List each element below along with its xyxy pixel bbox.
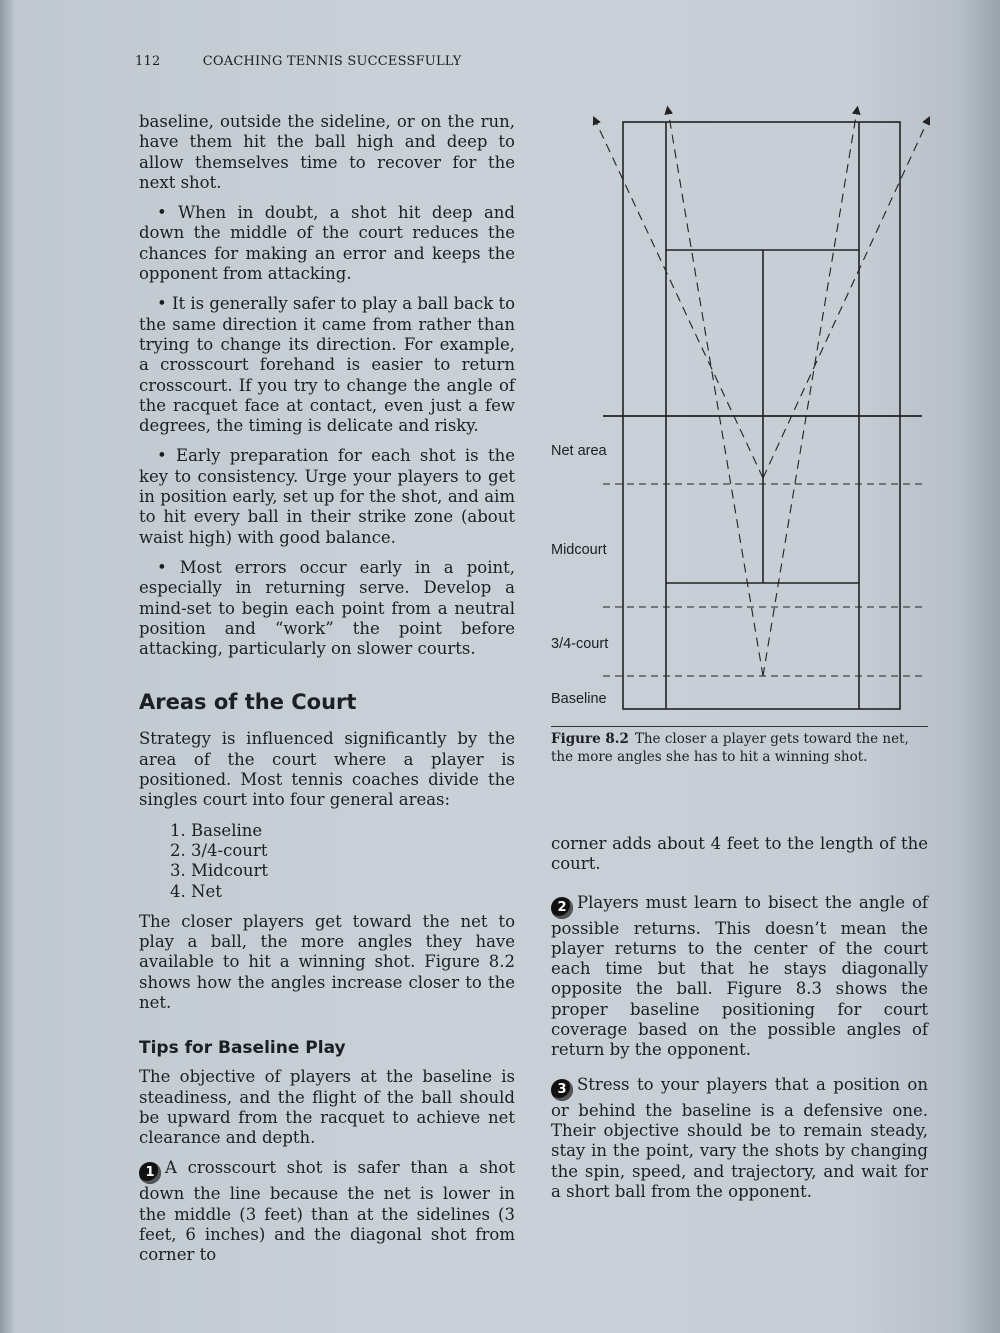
running-header <box>135 54 462 69</box>
court-lines <box>603 122 922 709</box>
tip-1-paragraph <box>139 1158 515 1265</box>
section-paragraph: Strategy is influenced significantly by the area of the court where a player is positioned. Most tennis coaches divide the singles court into four general areas: <box>139 729 515 810</box>
tip-number-3-icon: 3 <box>551 1079 573 1101</box>
running-title: COACHING TENNIS SUCCESSFULLY <box>202 54 462 69</box>
court-areas-list <box>139 821 515 902</box>
baseline-angle-right <box>763 110 857 676</box>
net-angle-left <box>595 120 763 478</box>
zone-label-baseline: Baseline <box>551 691 607 707</box>
figure-caption-text: The closer a player gets toward the net, the more angles she has to hit a winning shot. <box>551 731 909 765</box>
net-angle-right <box>763 120 928 478</box>
baseline-angle-left <box>668 110 763 676</box>
list-item: 2. 3/4-court <box>191 841 515 861</box>
angles-paragraph: The closer players get toward the net to play a ball, the more angles they have available to hit a winning shot. Figure 8.2 shows how the angles increase closer to the net. <box>139 911 515 1012</box>
bullet-item: • When in doubt, a shot hit deep and down the middle of the court reduces the chances for making an error and keeps the opponent from attacking. <box>139 203 515 284</box>
bullet-item: • Early preparation for each shot is the key to consistency. Urge your players to get in position early, set up for the shot, and aim to hit every ball in their strike zone (about waist high) with good balance. <box>139 446 515 547</box>
page-number: 112 <box>135 54 161 69</box>
figure-label: Figure 8.2 <box>551 731 629 747</box>
list-item: 3. Midcourt <box>191 861 515 881</box>
tip-3-text: Stress to your players that a position on or behind the baseline is a defensive one. Their objective should be to remain steady, stay in the point, vary the shots by changing the spin, speed, and trajectory, and wait for a short ball from the opponent. <box>551 1074 928 1201</box>
court-angles-diagram <box>545 100 930 720</box>
page-gutter-shadow <box>0 0 14 1333</box>
tip-2-text: Players must learn to bisect the angle of possible returns. This doesn’t mean the player returns to the center of the court each time but that he stays diagonally opposite the ball. Figure 8.3 shows the proper baseline positioning for court coverage based on the possible angles of return by the opponent. <box>551 892 928 1060</box>
section-heading: Areas of the Court <box>139 690 357 715</box>
zone-label-net: Net area <box>551 443 607 459</box>
subheading: Tips for Baseline Play <box>139 1038 346 1059</box>
figure-caption <box>551 731 921 766</box>
continued-paragraph: corner adds about 4 feet to the length of the court. <box>551 834 928 874</box>
tip-number-1-icon: 1 <box>139 1162 161 1184</box>
list-item: 1. Baseline <box>191 821 515 841</box>
zone-label-three-quarter: 3/4-court <box>551 636 609 652</box>
tip-1-text: A crosscourt shot is safer than a shot down the line because the net is lower in the middle (3 feet) than at the sidelines (3 feet, 6 inches) and the diagonal shot from corner to <box>139 1158 515 1265</box>
bullet-item: • Most errors occur early in a point, especially in returning serve. Develop a mind-set to begin each point from a neutral position and “work” the point before attacking, particularly on slower courts. <box>139 557 515 659</box>
tip-number-2-icon: 2 <box>551 897 573 919</box>
right-column <box>551 834 928 1212</box>
tip-2-paragraph <box>551 893 928 1061</box>
zone-label-midcourt: Midcourt <box>551 542 607 558</box>
objective-paragraph: The objective of players at the baseline is steadiness, and the flight of the ball should be upward from the racquet to achieve net clearance and depth. <box>139 1067 515 1148</box>
left-column <box>139 112 515 1276</box>
caption-rule <box>551 726 928 727</box>
bullet-item: • It is generally safer to play a ball back to the same direction it came from rather than trying to change its direction. For example, a crosscourt forehand is easier to return crosscourt. If you try to change the angle of the racquet face at contact, even just a few degrees, the timing is delicate and risky. <box>139 294 516 436</box>
tip-3-paragraph <box>551 1075 928 1202</box>
intro-paragraph: baseline, outside the sideline, or on the run, have them hit the ball high and deep to allow themselves time to recover for the next shot. <box>139 112 515 192</box>
list-item: 4. Net <box>191 882 515 902</box>
shot-angle-lines <box>595 110 928 676</box>
